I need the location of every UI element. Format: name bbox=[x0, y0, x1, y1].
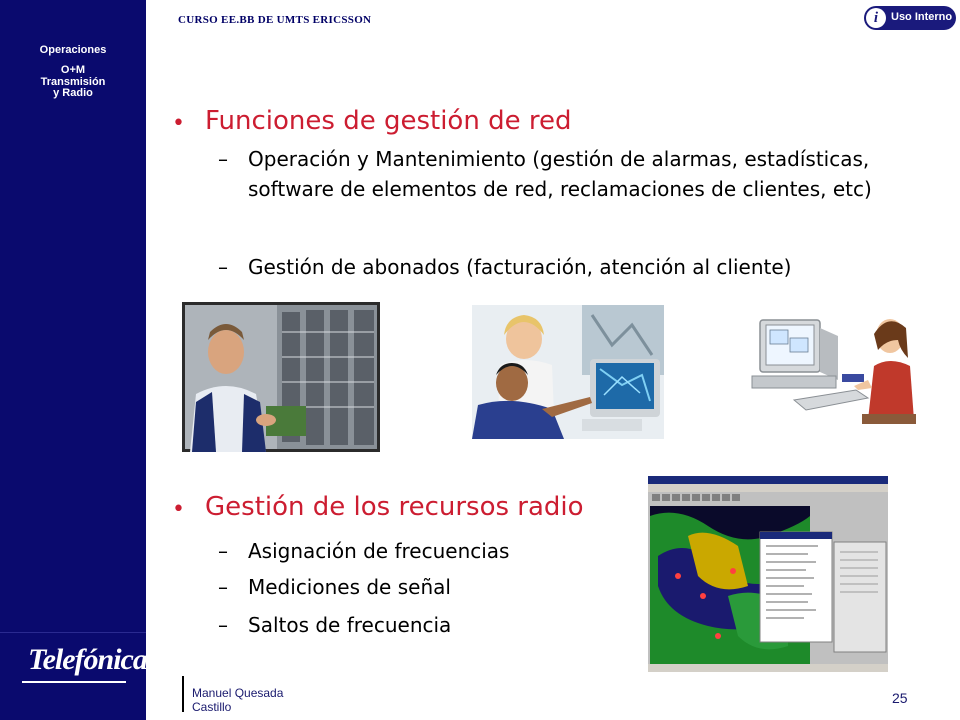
bullet-icon: • bbox=[172, 111, 185, 136]
sidebar bbox=[0, 0, 146, 720]
dash-icon: – bbox=[218, 255, 228, 279]
dash-icon: – bbox=[218, 539, 228, 563]
info-icon: i bbox=[866, 8, 886, 28]
badge-label: Uso Interno bbox=[891, 11, 953, 23]
bullet-icon: • bbox=[172, 497, 185, 522]
footer-author bbox=[192, 686, 283, 714]
section1-title: Funciones de gestión de red bbox=[205, 106, 572, 136]
students-computer-photo bbox=[472, 305, 664, 439]
uso-interno-badge bbox=[864, 6, 956, 30]
section1-item-2: Gestión de abonados (facturación, atención al cliente) bbox=[248, 255, 792, 279]
author-line2: Castillo bbox=[192, 700, 232, 714]
sidebar-title-line2: O+M bbox=[60, 64, 86, 76]
author-line1: Manuel Quesada bbox=[192, 686, 284, 700]
sidebar-title-line1: Operaciones bbox=[39, 44, 107, 56]
technician-photo bbox=[182, 302, 380, 452]
footer-divider bbox=[182, 676, 184, 712]
logo-underline bbox=[22, 681, 126, 683]
computer-operator-clipart bbox=[750, 310, 918, 428]
page-number: 25 bbox=[892, 690, 908, 706]
section2-title: Gestión de los recursos radio bbox=[205, 492, 584, 522]
section2-item-3: Saltos de frecuencia bbox=[248, 613, 452, 637]
dash-icon: – bbox=[218, 613, 228, 637]
section2-item-2: Mediciones de señal bbox=[248, 575, 451, 599]
dash-icon: – bbox=[218, 575, 228, 599]
logo-text: Telefónica bbox=[28, 643, 147, 676]
radio-planning-screenshot bbox=[648, 476, 888, 672]
section1-item-1: Operación y Mantenimiento (gestión de alarmas, estadísticas, software de elementos de red, reclamaciones de clientes, etc) bbox=[248, 147, 872, 201]
course-title: CURSO EE.BB DE UMTS ERICSSON bbox=[178, 14, 372, 26]
sidebar-title-line4: y Radio bbox=[53, 87, 93, 99]
sidebar-title-line3: Transmisión bbox=[40, 76, 106, 88]
dash-icon: – bbox=[218, 147, 228, 171]
section2-item-1: Asignación de frecuencias bbox=[248, 539, 510, 563]
telefonica-logo bbox=[0, 632, 146, 695]
